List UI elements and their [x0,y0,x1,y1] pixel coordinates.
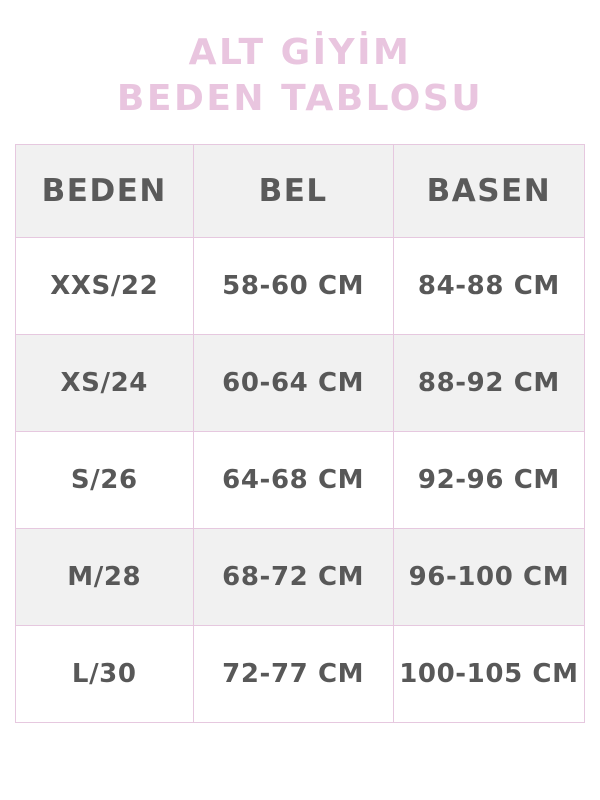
cell-basen: 92-96 CM [393,432,584,529]
cell-bel: 68-72 CM [193,529,393,626]
cell-basen: 84-88 CM [393,238,584,335]
cell-bel: 72-77 CM [193,626,393,723]
table-row [16,335,585,432]
table-header [16,145,585,238]
size-table [15,144,585,723]
page-title-line-1: ALT GİYİM [188,32,412,73]
column-header-beden: BEDEN [16,145,194,238]
cell-beden: XXS/22 [16,238,194,335]
table-row [16,432,585,529]
table-row [16,529,585,626]
cell-bel: 60-64 CM [193,335,393,432]
size-table-container [15,144,585,723]
cell-beden: XS/24 [16,335,194,432]
page-title [0,30,600,122]
page-title-line-2: BEDEN TABLOSU [116,78,484,119]
table-row [16,238,585,335]
table-header-row [16,145,585,238]
cell-bel: 64-68 CM [193,432,393,529]
cell-bel: 58-60 CM [193,238,393,335]
table-row [16,626,585,723]
cell-beden: S/26 [16,432,194,529]
cell-basen: 100-105 CM [393,626,584,723]
cell-basen: 96-100 CM [393,529,584,626]
cell-beden: M/28 [16,529,194,626]
table-body [16,238,585,723]
cell-beden: L/30 [16,626,194,723]
column-header-basen: BASEN [393,145,584,238]
column-header-bel: BEL [193,145,393,238]
cell-basen: 88-92 CM [393,335,584,432]
